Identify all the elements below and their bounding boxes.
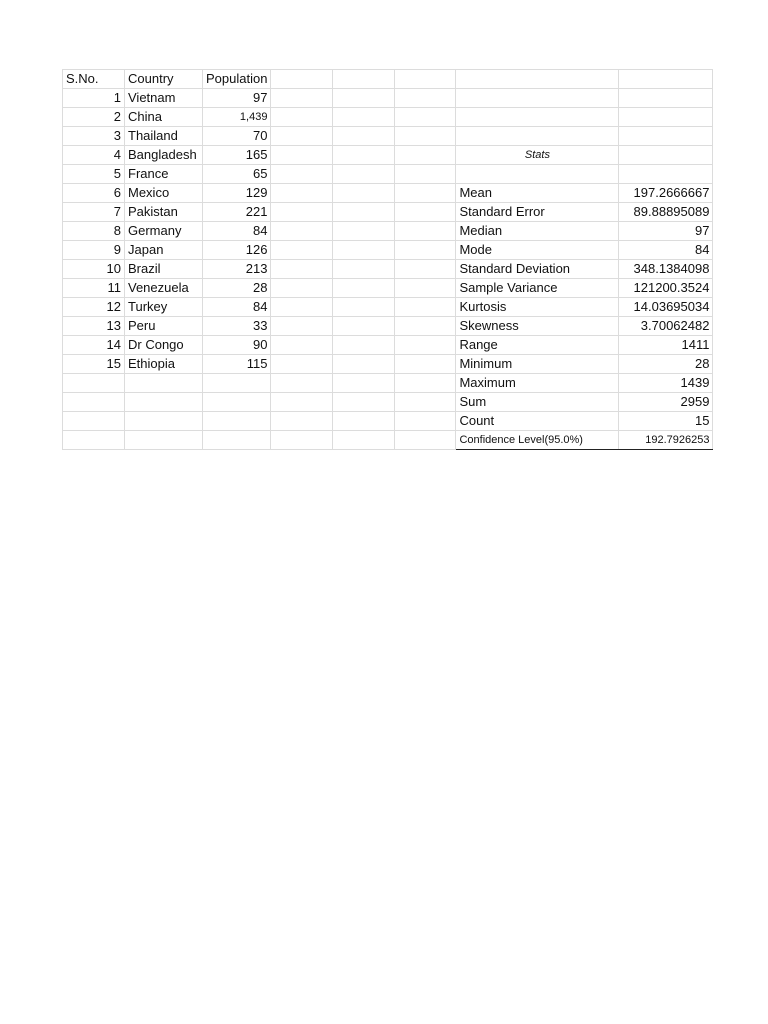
stat-label[interactable]: Standard Error xyxy=(456,203,619,222)
stat-label[interactable]: Minimum xyxy=(456,355,619,374)
empty-cell[interactable] xyxy=(395,203,456,222)
population-cell[interactable]: 129 xyxy=(203,184,271,203)
stat-value[interactable]: 3.70062482 xyxy=(619,317,713,336)
table-row xyxy=(63,393,713,412)
empty-cell[interactable] xyxy=(271,374,333,393)
empty-cell[interactable] xyxy=(333,146,395,165)
empty-cell[interactable] xyxy=(203,374,271,393)
table-row xyxy=(63,184,713,203)
empty-cell[interactable] xyxy=(333,317,395,336)
stat-value[interactable]: 121200.3524 xyxy=(619,279,713,298)
empty-cell[interactable] xyxy=(395,317,456,336)
sno-cell[interactable]: 1 xyxy=(63,89,125,108)
sno-cell[interactable]: 14 xyxy=(63,336,125,355)
sno-cell[interactable]: 10 xyxy=(63,260,125,279)
empty-cell[interactable] xyxy=(271,165,333,184)
empty-cell[interactable] xyxy=(203,393,271,412)
country-cell[interactable]: Venezuela xyxy=(125,279,203,298)
population-cell[interactable]: 1,439 xyxy=(203,108,271,127)
stat-value[interactable]: 2959 xyxy=(619,393,713,412)
sno-cell[interactable]: 13 xyxy=(63,317,125,336)
empty-cell[interactable] xyxy=(456,70,619,89)
empty-cell[interactable] xyxy=(395,241,456,260)
stat-label[interactable]: Count xyxy=(456,412,619,431)
empty-cell[interactable] xyxy=(333,412,395,431)
country-cell[interactable]: France xyxy=(125,165,203,184)
empty-cell[interactable] xyxy=(333,393,395,412)
table-row xyxy=(63,222,713,241)
empty-cell[interactable] xyxy=(395,146,456,165)
country-cell[interactable]: Bangladesh xyxy=(125,146,203,165)
empty-cell[interactable] xyxy=(395,279,456,298)
empty-cell[interactable] xyxy=(271,184,333,203)
empty-cell[interactable] xyxy=(125,393,203,412)
empty-cell[interactable] xyxy=(395,260,456,279)
empty-cell[interactable] xyxy=(333,222,395,241)
empty-cell[interactable] xyxy=(333,355,395,374)
stat-label[interactable]: Kurtosis xyxy=(456,298,619,317)
table-row xyxy=(63,127,713,146)
empty-cell[interactable] xyxy=(271,260,333,279)
empty-cell[interactable] xyxy=(271,127,333,146)
empty-cell[interactable] xyxy=(395,108,456,127)
empty-cell[interactable] xyxy=(395,374,456,393)
stat-value[interactable]: 192.7926253 xyxy=(619,431,713,450)
country-cell[interactable]: Mexico xyxy=(125,184,203,203)
table-row xyxy=(63,374,713,393)
table-row xyxy=(63,336,713,355)
empty-cell[interactable] xyxy=(271,89,333,108)
empty-cell[interactable] xyxy=(203,431,271,450)
header-population[interactable]: Population xyxy=(203,70,271,89)
empty-cell[interactable] xyxy=(63,374,125,393)
sno-cell[interactable]: 2 xyxy=(63,108,125,127)
table-row xyxy=(63,298,713,317)
population-cell[interactable]: 90 xyxy=(203,336,271,355)
empty-cell[interactable] xyxy=(333,184,395,203)
empty-cell[interactable] xyxy=(333,374,395,393)
stats-title[interactable]: Stats xyxy=(456,146,619,165)
empty-cell[interactable] xyxy=(271,393,333,412)
sno-cell[interactable]: 7 xyxy=(63,203,125,222)
empty-cell[interactable] xyxy=(271,108,333,127)
empty-cell[interactable] xyxy=(333,165,395,184)
empty-cell[interactable] xyxy=(619,165,713,184)
population-cell[interactable]: 165 xyxy=(203,146,271,165)
stat-label[interactable]: Maximum xyxy=(456,374,619,393)
empty-cell[interactable] xyxy=(333,108,395,127)
stat-value[interactable]: 14.03695034 xyxy=(619,298,713,317)
stat-label[interactable]: Sum xyxy=(456,393,619,412)
stat-value[interactable]: 1411 xyxy=(619,336,713,355)
empty-cell[interactable] xyxy=(395,222,456,241)
empty-cell[interactable] xyxy=(456,127,619,146)
population-cell[interactable]: 97 xyxy=(203,89,271,108)
country-cell[interactable]: Japan xyxy=(125,241,203,260)
stat-label[interactable]: Mean xyxy=(456,184,619,203)
stat-label[interactable]: Sample Variance xyxy=(456,279,619,298)
stat-value[interactable]: 89.88895089 xyxy=(619,203,713,222)
empty-cell[interactable] xyxy=(63,431,125,450)
empty-cell[interactable] xyxy=(395,355,456,374)
country-cell[interactable]: Turkey xyxy=(125,298,203,317)
country-cell[interactable]: Dr Congo xyxy=(125,336,203,355)
stat-label[interactable]: Skewness xyxy=(456,317,619,336)
empty-cell[interactable] xyxy=(333,260,395,279)
stat-value[interactable]: 97 xyxy=(619,222,713,241)
empty-cell[interactable] xyxy=(271,336,333,355)
population-cell[interactable]: 28 xyxy=(203,279,271,298)
empty-cell[interactable] xyxy=(271,317,333,336)
empty-cell[interactable] xyxy=(333,89,395,108)
country-cell[interactable]: Germany xyxy=(125,222,203,241)
sno-cell[interactable]: 4 xyxy=(63,146,125,165)
empty-cell[interactable] xyxy=(333,127,395,146)
table-row xyxy=(63,279,713,298)
stat-value[interactable]: 348.1384098 xyxy=(619,260,713,279)
table-row xyxy=(63,431,713,450)
table-row xyxy=(63,89,713,108)
empty-cell[interactable] xyxy=(333,279,395,298)
empty-cell[interactable] xyxy=(333,336,395,355)
header-country[interactable]: Country xyxy=(125,70,203,89)
table-row xyxy=(63,317,713,336)
empty-cell[interactable] xyxy=(456,89,619,108)
population-cell[interactable]: 84 xyxy=(203,298,271,317)
empty-cell[interactable] xyxy=(125,412,203,431)
table-row xyxy=(63,108,713,127)
population-cell[interactable]: 33 xyxy=(203,317,271,336)
empty-cell[interactable] xyxy=(619,70,713,89)
empty-cell[interactable] xyxy=(395,336,456,355)
sno-cell[interactable]: 9 xyxy=(63,241,125,260)
stat-label[interactable]: Range xyxy=(456,336,619,355)
empty-cell[interactable] xyxy=(619,146,713,165)
empty-cell[interactable] xyxy=(395,70,456,89)
sno-cell[interactable]: 5 xyxy=(63,165,125,184)
table-row xyxy=(63,260,713,279)
population-cell[interactable]: 126 xyxy=(203,241,271,260)
empty-cell[interactable] xyxy=(395,431,456,450)
empty-cell[interactable] xyxy=(395,393,456,412)
population-cell[interactable]: 221 xyxy=(203,203,271,222)
country-cell[interactable]: Ethiopia xyxy=(125,355,203,374)
empty-cell[interactable] xyxy=(619,108,713,127)
stat-label[interactable]: Standard Deviation xyxy=(456,260,619,279)
stat-value[interactable]: 1439 xyxy=(619,374,713,393)
stat-value[interactable]: 84 xyxy=(619,241,713,260)
sno-cell[interactable]: 12 xyxy=(63,298,125,317)
sno-cell[interactable]: 15 xyxy=(63,355,125,374)
empty-cell[interactable] xyxy=(333,70,395,89)
table-row xyxy=(63,146,713,165)
empty-cell[interactable] xyxy=(456,108,619,127)
table-row xyxy=(63,412,713,431)
stat-value[interactable]: 197.2666667 xyxy=(619,184,713,203)
empty-cell[interactable] xyxy=(125,431,203,450)
empty-cell[interactable] xyxy=(619,89,713,108)
stat-label[interactable]: Confidence Level(95.0%) xyxy=(456,431,619,450)
header-row xyxy=(63,70,713,89)
table-row xyxy=(63,241,713,260)
stat-value[interactable]: 28 xyxy=(619,355,713,374)
sno-cell[interactable]: 11 xyxy=(63,279,125,298)
stat-value[interactable]: 15 xyxy=(619,412,713,431)
empty-cell[interactable] xyxy=(333,431,395,450)
empty-cell[interactable] xyxy=(271,222,333,241)
empty-cell[interactable] xyxy=(271,70,333,89)
country-cell[interactable]: Pakistan xyxy=(125,203,203,222)
data-grid xyxy=(62,69,713,450)
country-cell[interactable]: Brazil xyxy=(125,260,203,279)
empty-cell[interactable] xyxy=(271,146,333,165)
sno-cell[interactable]: 3 xyxy=(63,127,125,146)
country-cell[interactable]: Thailand xyxy=(125,127,203,146)
population-cell[interactable]: 84 xyxy=(203,222,271,241)
stat-label[interactable]: Median xyxy=(456,222,619,241)
country-cell[interactable]: Peru xyxy=(125,317,203,336)
sno-cell[interactable]: 6 xyxy=(63,184,125,203)
table-row xyxy=(63,165,713,184)
empty-cell[interactable] xyxy=(395,412,456,431)
empty-cell[interactable] xyxy=(271,203,333,222)
empty-cell[interactable] xyxy=(271,298,333,317)
empty-cell[interactable] xyxy=(271,412,333,431)
empty-cell[interactable] xyxy=(203,412,271,431)
table-row xyxy=(63,203,713,222)
population-cell[interactable]: 213 xyxy=(203,260,271,279)
sno-cell[interactable]: 8 xyxy=(63,222,125,241)
empty-cell[interactable] xyxy=(395,298,456,317)
empty-cell[interactable] xyxy=(395,165,456,184)
empty-cell[interactable] xyxy=(333,203,395,222)
empty-cell[interactable] xyxy=(271,241,333,260)
spreadsheet xyxy=(62,69,713,450)
empty-cell[interactable] xyxy=(333,241,395,260)
table-row xyxy=(63,355,713,374)
empty-cell[interactable] xyxy=(333,298,395,317)
empty-cell[interactable] xyxy=(271,355,333,374)
country-cell[interactable]: Vietnam xyxy=(125,89,203,108)
population-cell[interactable]: 70 xyxy=(203,127,271,146)
empty-cell[interactable] xyxy=(456,165,619,184)
empty-cell[interactable] xyxy=(63,393,125,412)
empty-cell[interactable] xyxy=(271,279,333,298)
empty-cell[interactable] xyxy=(63,412,125,431)
population-cell[interactable]: 65 xyxy=(203,165,271,184)
country-cell[interactable]: China xyxy=(125,108,203,127)
empty-cell[interactable] xyxy=(619,127,713,146)
empty-cell[interactable] xyxy=(395,184,456,203)
header-sno[interactable]: S.No. xyxy=(63,70,125,89)
empty-cell[interactable] xyxy=(395,89,456,108)
population-cell[interactable]: 115 xyxy=(203,355,271,374)
empty-cell[interactable] xyxy=(125,374,203,393)
empty-cell[interactable] xyxy=(271,431,333,450)
stat-label[interactable]: Mode xyxy=(456,241,619,260)
empty-cell[interactable] xyxy=(395,127,456,146)
